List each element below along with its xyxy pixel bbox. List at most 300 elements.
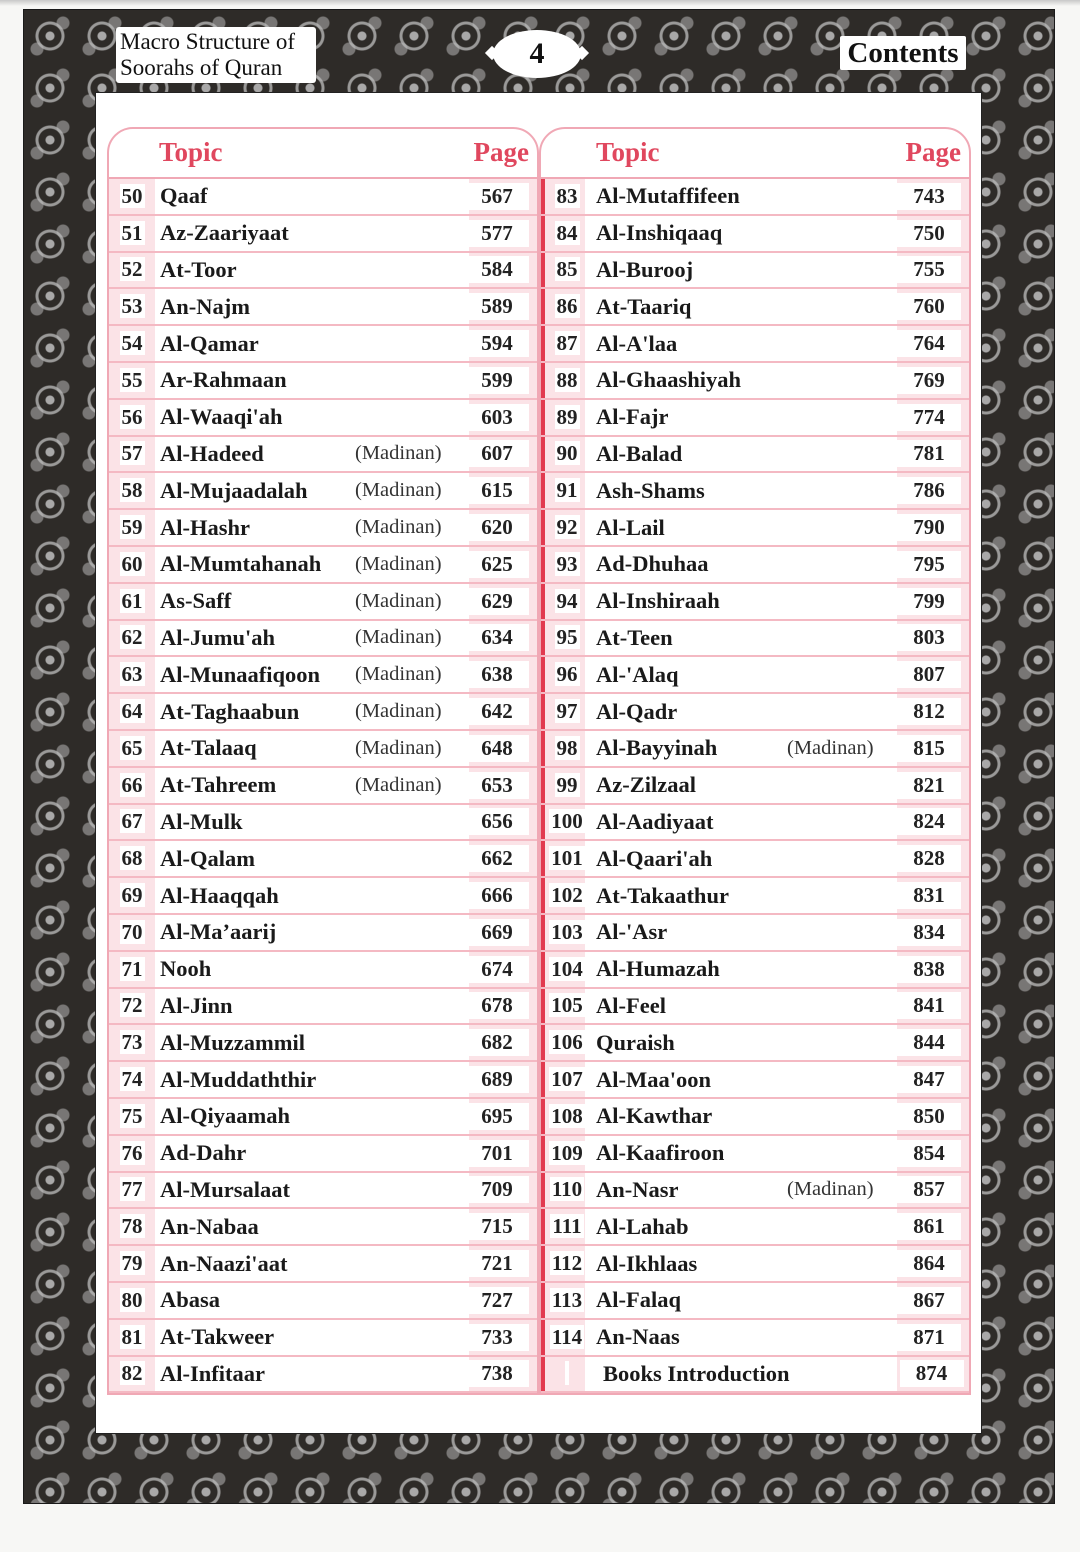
table-row[interactable] <box>541 878 969 915</box>
table-row[interactable] <box>109 510 537 547</box>
page-number-badge <box>493 30 581 78</box>
table-row[interactable] <box>109 400 537 437</box>
soorah-name[interactable]: Nooh <box>160 956 212 982</box>
soorah-name[interactable]: Al-Maa'oon <box>596 1066 711 1092</box>
soorah-number-text: 86 <box>556 294 578 319</box>
table-row[interactable] <box>541 326 969 363</box>
soorah-name[interactable]: Al-Inshiqaaq <box>596 220 723 246</box>
soorah-number <box>109 294 155 319</box>
table-row[interactable] <box>109 621 537 658</box>
soorah-number-text: 54 <box>121 331 143 356</box>
table-row[interactable] <box>541 1357 969 1394</box>
soorah-number-text: 83 <box>556 183 578 208</box>
soorah-number-text: 77 <box>121 1177 143 1202</box>
column-header-page: Page <box>905 137 961 167</box>
revelation-note: (Madinan) <box>355 589 442 612</box>
soorah-number-text: 58 <box>121 478 143 503</box>
soorah-number <box>109 478 155 503</box>
soorah-number-text: 73 <box>121 1030 143 1055</box>
table-row[interactable] <box>109 1357 537 1394</box>
table-row[interactable] <box>541 363 969 400</box>
soorah-name[interactable]: Al-Balad <box>596 440 683 466</box>
soorah-name[interactable]: Al-Qalam <box>160 845 255 871</box>
table-row[interactable] <box>541 657 969 694</box>
soorah-name[interactable]: At-Taghaabun <box>160 698 300 724</box>
soorah-number <box>109 1030 155 1055</box>
table-row[interactable] <box>109 1246 537 1283</box>
table-row[interactable] <box>541 179 969 216</box>
soorah-name[interactable]: Al-Inshiraah <box>596 588 720 614</box>
soorah-number <box>109 441 155 466</box>
soorah-name[interactable]: Al-Waaqi'ah <box>160 404 283 430</box>
soorah-name[interactable]: Al-Mursalaat <box>160 1176 290 1202</box>
soorah-name[interactable]: An-Nasr <box>596 1176 679 1202</box>
page-number-cell: 715 <box>465 1213 529 1240</box>
soorah-number <box>541 331 591 356</box>
soorah-number <box>109 589 155 614</box>
table-row[interactable] <box>541 289 969 326</box>
soorah-name[interactable]: Az-Zaariyaat <box>160 220 289 246</box>
soorah-name[interactable]: Abasa <box>160 1287 221 1313</box>
soorah-name[interactable]: Al-Humazah <box>596 956 720 982</box>
soorah-number <box>109 773 155 798</box>
soorah-name[interactable]: Al-Haaqqah <box>160 882 279 908</box>
soorah-number <box>541 368 591 393</box>
table-row[interactable] <box>541 989 969 1026</box>
soorah-number <box>541 1251 591 1276</box>
soorah-name[interactable]: Al-Muddaththir <box>160 1066 317 1092</box>
soorah-number <box>541 515 591 540</box>
soorah-number-text: 78 <box>121 1214 143 1239</box>
soorah-number-text: 88 <box>556 367 578 392</box>
soorah-name[interactable]: Al-Qiyaamah <box>160 1103 291 1129</box>
soorah-number <box>109 1325 155 1350</box>
table-header <box>109 129 537 179</box>
table-row[interactable] <box>541 1283 969 1320</box>
page-number-cell: 861 <box>897 1213 961 1240</box>
table-row[interactable] <box>109 805 537 842</box>
soorah-name[interactable]: Ash-Shams <box>596 477 705 503</box>
soorah-number <box>109 405 155 430</box>
page-number-cell: 807 <box>897 661 961 688</box>
table-row[interactable] <box>109 1173 537 1210</box>
page-number-cell: 682 <box>465 1029 529 1056</box>
table-row[interactable] <box>109 657 537 694</box>
soorah-number <box>109 1288 155 1313</box>
page-number-cell: 584 <box>465 256 529 283</box>
soorah-number-text: 50 <box>121 183 143 208</box>
soorah-number-text: 56 <box>121 404 143 429</box>
soorah-name[interactable]: Al-Qadr <box>596 698 678 724</box>
page-number-cell: 834 <box>897 919 961 946</box>
soorah-name[interactable]: Al-Qamar <box>160 330 259 356</box>
table-row[interactable] <box>109 1209 537 1246</box>
soorah-name[interactable]: Al-Munaafiqoon <box>160 661 321 687</box>
soorah-number <box>541 883 591 908</box>
table-row[interactable] <box>541 768 969 805</box>
table-row[interactable] <box>109 1320 537 1357</box>
revelation-note: (Madinan) <box>355 736 442 759</box>
soorah-name[interactable]: Al-Fajr <box>596 404 669 430</box>
revelation-note: (Madinan) <box>355 773 442 796</box>
soorah-number <box>109 809 155 834</box>
soorah-name[interactable]: At-Takaathur <box>596 882 729 908</box>
soorah-number-text: 66 <box>121 772 143 797</box>
page-number-cell: 874 <box>900 1360 964 1387</box>
table-row[interactable] <box>109 1136 537 1173</box>
soorah-name[interactable]: Al-Aadiyaat <box>596 808 714 834</box>
table-row[interactable] <box>541 1025 969 1062</box>
soorah-number-text: 75 <box>121 1103 143 1128</box>
soorah-number <box>109 1214 155 1239</box>
soorah-number <box>541 294 591 319</box>
soorah-name[interactable]: At-Teen <box>596 624 673 650</box>
column-header-topic: Topic <box>596 137 660 167</box>
soorah-name[interactable]: Al-Kaafiroon <box>596 1140 725 1166</box>
revelation-note: (Madinan) <box>355 552 442 575</box>
soorah-number <box>541 441 591 466</box>
soorah-number-text: 82 <box>121 1361 143 1386</box>
column-header-topic: Topic <box>159 137 223 167</box>
table-row[interactable] <box>541 1209 969 1246</box>
contents-table-left <box>107 127 539 1395</box>
soorah-number <box>541 1141 591 1166</box>
soorah-number-text: 70 <box>121 919 143 944</box>
table-row[interactable] <box>541 400 969 437</box>
soorah-name[interactable]: Ad-Dahr <box>160 1140 247 1166</box>
soorah-name[interactable]: Al-Qaari'ah <box>596 845 713 871</box>
page-number-cell: 812 <box>897 698 961 725</box>
soorah-name[interactable]: Al-Kawthar <box>596 1103 713 1129</box>
page-number-cell: 844 <box>897 1029 961 1056</box>
table-row[interactable] <box>541 952 969 989</box>
soorah-number <box>541 1214 591 1239</box>
table-row[interactable] <box>109 326 537 363</box>
soorah-number-text: 62 <box>121 625 143 650</box>
soorah-number-text: 106 <box>551 1030 583 1055</box>
table-row[interactable] <box>109 584 537 621</box>
soorah-number-text: 52 <box>121 257 143 282</box>
page-number-cell: 678 <box>465 992 529 1019</box>
soorah-number-text: 71 <box>121 956 143 981</box>
soorah-number-text: 79 <box>121 1251 143 1275</box>
table-row[interactable] <box>109 952 537 989</box>
soorah-number-text: 59 <box>121 515 143 540</box>
page-number-cell: 666 <box>465 882 529 909</box>
soorah-number <box>541 625 591 650</box>
table-row[interactable] <box>541 547 969 584</box>
table-row[interactable] <box>109 1283 537 1320</box>
soorah-name[interactable]: Al-Lahab <box>596 1213 689 1239</box>
page-number-cell: 669 <box>465 919 529 946</box>
page-number-cell: 674 <box>465 956 529 983</box>
soorah-number <box>541 809 591 834</box>
table-row[interactable] <box>541 694 969 731</box>
soorah-name[interactable]: Al-Ma’aarij <box>160 919 277 945</box>
soorah-name[interactable]: Al-A'laa <box>596 330 678 356</box>
soorah-number-text: 60 <box>121 551 143 576</box>
page-number-cell: 743 <box>897 183 961 210</box>
soorah-name[interactable]: At-Tahreem <box>160 772 277 798</box>
table-row[interactable] <box>109 989 537 1026</box>
soorah-number-text: 98 <box>556 735 578 760</box>
soorah-name[interactable]: As-Saff <box>160 588 232 614</box>
soorah-name[interactable]: Al-Hadeed <box>160 440 264 466</box>
soorah-name[interactable]: Al-Infitaar <box>160 1360 265 1386</box>
soorah-number <box>109 883 155 908</box>
soorah-number <box>109 1251 155 1276</box>
page-number-cell: 634 <box>465 624 529 651</box>
soorah-name[interactable]: Books Introduction <box>603 1360 790 1386</box>
soorah-name[interactable]: At-Takweer <box>160 1324 275 1350</box>
soorah-name[interactable]: An-Naazi'aat <box>160 1250 288 1276</box>
page-number-cell: 828 <box>897 845 961 872</box>
soorah-number <box>109 1361 155 1386</box>
soorah-number-text: 97 <box>556 699 578 724</box>
soorah-number-text: 55 <box>121 367 143 392</box>
table-row[interactable] <box>541 841 969 878</box>
table-row[interactable] <box>109 841 537 878</box>
table-row[interactable] <box>541 584 969 621</box>
soorah-name[interactable]: An-Najm <box>160 293 250 319</box>
soorah-name[interactable]: Al-Hashr <box>160 514 250 540</box>
soorah-number <box>109 846 155 871</box>
soorah-name[interactable]: Az-Zilzaal <box>596 772 696 798</box>
soorah-name[interactable]: Al-Muzzammil <box>160 1029 305 1055</box>
soorah-name[interactable]: Al-Mulk <box>160 808 243 834</box>
soorah-number-text: 107 <box>551 1067 583 1092</box>
table-row[interactable] <box>109 437 537 474</box>
soorah-number <box>109 552 155 577</box>
table-row[interactable] <box>109 1062 537 1099</box>
revelation-note: (Madinan) <box>787 736 874 759</box>
soorah-number <box>109 184 155 209</box>
soorah-number-text: 81 <box>121 1324 143 1349</box>
soorah-number-text: 80 <box>121 1287 143 1312</box>
soorah-number-text: 90 <box>556 441 578 466</box>
soorah-number <box>109 1104 155 1129</box>
page-number-cell: 721 <box>465 1250 529 1277</box>
soorah-number <box>541 957 591 982</box>
soorah-number <box>541 589 591 614</box>
soorah-name[interactable]: An-Nabaa <box>160 1213 259 1239</box>
soorah-number-text: 101 <box>551 846 583 871</box>
soorah-number-text: 91 <box>556 478 578 503</box>
soorah-number-text: 61 <box>121 588 143 613</box>
page-number-cell: 755 <box>897 256 961 283</box>
revelation-note: (Madinan) <box>355 700 442 723</box>
table-row[interactable] <box>109 878 537 915</box>
soorah-number <box>109 662 155 687</box>
table-row[interactable] <box>541 1062 969 1099</box>
revelation-note: (Madinan) <box>787 1178 874 1201</box>
soorah-name[interactable]: Al-Falaq <box>596 1287 682 1313</box>
table-row[interactable] <box>109 473 537 510</box>
soorah-name[interactable]: At-Talaaq <box>160 735 257 761</box>
soorah-number <box>109 331 155 356</box>
soorah-name[interactable]: At-Taariq <box>596 293 692 319</box>
soorah-name[interactable]: Ar-Rahmaan <box>160 367 287 393</box>
soorah-name[interactable]: Al-Jinn <box>160 992 233 1018</box>
soorah-name[interactable]: Al-Mutaffifeen <box>596 183 740 209</box>
soorah-name[interactable]: Al-Mumtahanah <box>160 551 322 577</box>
table-row[interactable] <box>109 289 537 326</box>
page-number-cell: 620 <box>465 514 529 541</box>
soorah-number-text: 64 <box>121 699 143 724</box>
page-number: 4 <box>529 37 545 70</box>
table-row[interactable] <box>541 731 969 768</box>
page-number-cell: 824 <box>897 808 961 835</box>
soorah-number-text: 109 <box>551 1140 583 1165</box>
page-number-cell: 648 <box>465 735 529 762</box>
table-row[interactable] <box>541 1136 969 1173</box>
soorah-number <box>541 699 591 724</box>
soorah-number-text: 87 <box>556 331 578 356</box>
page-number-cell: 709 <box>465 1176 529 1203</box>
soorah-number-text: 76 <box>121 1140 143 1165</box>
table-row[interactable] <box>109 768 537 805</box>
soorah-number <box>541 257 591 282</box>
soorah-name[interactable]: At-Toor <box>160 256 237 282</box>
page-number-cell: 774 <box>897 404 961 431</box>
book-title <box>116 27 316 83</box>
table-row[interactable] <box>109 253 537 290</box>
table-row[interactable] <box>541 621 969 658</box>
page-number-cell: 850 <box>897 1103 961 1130</box>
soorah-number <box>109 368 155 393</box>
table-body <box>109 179 537 1393</box>
page-number-cell: 625 <box>465 551 529 578</box>
page-number-cell: 567 <box>465 183 529 210</box>
soorah-name[interactable]: Al-Ikhlaas <box>596 1250 698 1276</box>
soorah-number-text: 57 <box>121 441 143 466</box>
soorah-name[interactable]: Al-'Alaq <box>596 661 679 687</box>
soorah-name[interactable]: Al-Mujaadalah <box>160 477 308 503</box>
table-row[interactable] <box>541 1099 969 1136</box>
soorah-number-text: 51 <box>121 220 143 245</box>
table-row[interactable] <box>109 179 537 216</box>
revelation-note: (Madinan) <box>355 442 442 465</box>
table-row[interactable] <box>541 1173 969 1210</box>
table-row[interactable] <box>109 363 537 400</box>
soorah-number <box>541 478 591 503</box>
revelation-note: (Madinan) <box>355 479 442 502</box>
soorah-number <box>541 1177 591 1202</box>
soorah-number-text: 89 <box>556 404 578 429</box>
soorah-number <box>541 846 591 871</box>
soorah-number-text: 113 <box>551 1287 583 1312</box>
soorah-number <box>109 920 155 945</box>
soorah-number-text: 100 <box>551 809 583 834</box>
table-row[interactable] <box>109 216 537 253</box>
page-number-cell: 607 <box>465 440 529 467</box>
revelation-note: (Madinan) <box>355 663 442 686</box>
page-number-cell: 594 <box>465 330 529 357</box>
soorah-name[interactable]: Al-Ghaashiyah <box>596 367 742 393</box>
page-number-cell: 815 <box>897 735 961 762</box>
page-number-cell: 857 <box>897 1176 961 1203</box>
soorah-name[interactable]: Al-Burooj <box>596 256 694 282</box>
table-row[interactable] <box>541 1246 969 1283</box>
soorah-name[interactable]: Al-'Asr <box>596 919 668 945</box>
soorah-number <box>541 184 591 209</box>
soorah-name[interactable]: Qaaf <box>160 183 208 209</box>
table-body <box>541 179 969 1393</box>
page-number-cell: 799 <box>897 588 961 615</box>
page-number-cell: 738 <box>465 1360 529 1387</box>
table-row[interactable] <box>541 437 969 474</box>
soorah-number <box>109 957 155 982</box>
soorah-number-text: 112 <box>551 1251 583 1275</box>
table-row[interactable] <box>109 547 537 584</box>
page-number-cell: 653 <box>465 772 529 799</box>
table-row[interactable] <box>541 216 969 253</box>
page-number-cell: 577 <box>465 220 529 247</box>
table-row[interactable] <box>109 915 537 952</box>
soorah-number-text: 65 <box>121 735 143 760</box>
table-row[interactable] <box>541 915 969 952</box>
page-number-cell: 864 <box>897 1250 961 1277</box>
soorah-number <box>109 736 155 761</box>
page-number-cell: 867 <box>897 1287 961 1314</box>
book-title-line-2: Soorahs of Quran <box>120 55 283 80</box>
table-row[interactable] <box>541 253 969 290</box>
soorah-number <box>541 1288 591 1313</box>
page-number-cell: 689 <box>465 1066 529 1093</box>
soorah-name[interactable]: An-Naas <box>596 1324 680 1350</box>
soorah-name[interactable]: Al-Feel <box>596 992 666 1018</box>
table-row[interactable] <box>541 510 969 547</box>
table-row[interactable] <box>541 1320 969 1357</box>
section-title <box>840 36 966 70</box>
table-row[interactable] <box>109 1099 537 1136</box>
table-row[interactable] <box>541 805 969 842</box>
soorah-name[interactable]: Al-Jumu'ah <box>160 624 276 650</box>
soorah-name[interactable]: Al-Lail <box>596 514 665 540</box>
soorah-number <box>541 1104 591 1129</box>
soorah-number <box>541 405 591 430</box>
soorah-number-text: 93 <box>556 551 578 576</box>
page-number-cell: 769 <box>897 367 961 394</box>
soorah-number <box>541 552 591 577</box>
table-row[interactable] <box>109 1025 537 1062</box>
page-number-cell: 727 <box>465 1287 529 1314</box>
soorah-name[interactable]: Quraish <box>596 1029 675 1055</box>
table-row[interactable] <box>109 731 537 768</box>
contents-table-right <box>539 127 971 1395</box>
soorah-name[interactable]: Ad-Dhuhaa <box>596 551 709 577</box>
soorah-number-text: 94 <box>556 588 578 613</box>
page-number-cell: 629 <box>465 588 529 615</box>
soorah-number-text: 99 <box>556 772 578 797</box>
soorah-number-text: 95 <box>556 625 578 650</box>
soorah-number <box>109 1067 155 1092</box>
table-row[interactable] <box>109 694 537 731</box>
page-top-edge <box>0 0 1080 6</box>
soorah-name[interactable]: Al-Bayyinah <box>596 735 718 761</box>
soorah-number <box>109 221 155 246</box>
table-header <box>541 129 969 179</box>
revelation-note: (Madinan) <box>355 516 442 539</box>
soorah-number <box>109 625 155 650</box>
soorah-number <box>541 1325 591 1350</box>
soorah-number-text: 92 <box>556 515 578 540</box>
column-header-page: Page <box>473 137 529 167</box>
soorah-number <box>541 993 591 1018</box>
table-row[interactable] <box>541 473 969 510</box>
soorah-number-text: 85 <box>556 257 578 282</box>
page-number-cell: 615 <box>465 477 529 504</box>
